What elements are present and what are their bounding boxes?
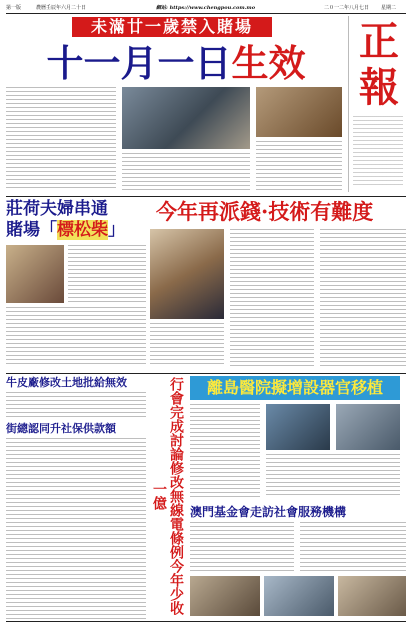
cards-headline: 街總認同升社保供款額 [6,422,116,435]
lead-headline-date: 十一月一日 [46,41,232,85]
fund-photo-3 [338,576,406,616]
island-body-1 [190,404,260,498]
top-bar [6,3,406,13]
fund-photo-2 [264,576,334,616]
masthead [348,16,406,192]
sidewalk-body [6,392,146,418]
masthead-char-2: 報 [359,64,399,111]
top-rule [6,13,406,14]
fraud-photo [6,245,64,303]
rule-2 [6,373,406,374]
lead-story [6,15,344,195]
tech-body-3 [150,323,224,367]
island-photo-1 [266,404,330,450]
weekday: 星期二 [381,5,397,11]
nav-headline: 行會完成討論修改無線電條例今年少收一億 [151,377,184,615]
lunar-date: 農曆壬辰年六月二十日 [36,5,87,11]
fraud-headline-suffix: 」 [108,220,125,240]
website[interactable]: 網站: https://www.chengpou.com.mo [156,5,256,11]
lead-body-col-3 [256,141,342,191]
lead-kicker-band [72,17,272,37]
tech-headline [150,199,406,225]
fund-story [190,504,406,620]
fraud-headline-prefix: 賭場「 [6,220,57,240]
island-headline-band [190,376,400,400]
island-body-2 [266,454,400,498]
island-photo-2 [336,404,400,450]
issue-date: 二０一二年八月七日 [324,5,370,11]
lead-photo [122,87,250,149]
tech-body-1 [230,229,314,367]
fund-body-2 [300,522,406,572]
fraud-body-2 [6,307,146,367]
cards-brief [6,422,146,620]
lead-photo-meeting [256,87,342,137]
masthead-info [353,116,403,188]
tech-headline-a: 今年再派錢 [156,199,261,224]
fraud-story [6,199,146,371]
sidewalk-brief [6,376,146,418]
tech-photo [150,229,224,319]
tech-story [150,199,406,371]
lead-kicker: 未滿廿一歲禁入賭場 [90,17,253,36]
fund-body-1 [190,522,294,572]
lead-body-col-1 [6,87,116,191]
tech-body-2 [320,229,406,367]
nav-headline-band [150,376,186,618]
fund-headline: 澳門基金會走訪社會服務機構 [190,505,347,519]
masthead-char-1: 正 [359,18,399,65]
tech-headline-dot: · [261,199,269,224]
lead-headline-effective: 生效 [231,41,306,85]
fraud-headline-line1: 莊荷夫婦串通 [6,199,108,219]
rule-1 [6,196,406,197]
tech-headline-b: 技術有難度 [268,199,374,224]
fund-photo-1 [190,576,260,616]
lead-headline [16,41,336,85]
bottom-rule [6,621,406,622]
fraud-headline-line2 [6,219,146,241]
cards-body [6,438,146,620]
sidewalk-headline: 牛皮廠修改土地批給無效 [6,376,127,389]
page-number: 第一版 [6,5,22,11]
island-headline: 離島醫院擬增設器官移植 [206,378,383,397]
lead-body-col-2 [122,153,250,191]
fraud-body-1 [68,245,146,303]
fraud-headline-highlight: 標松柴 [57,220,108,240]
